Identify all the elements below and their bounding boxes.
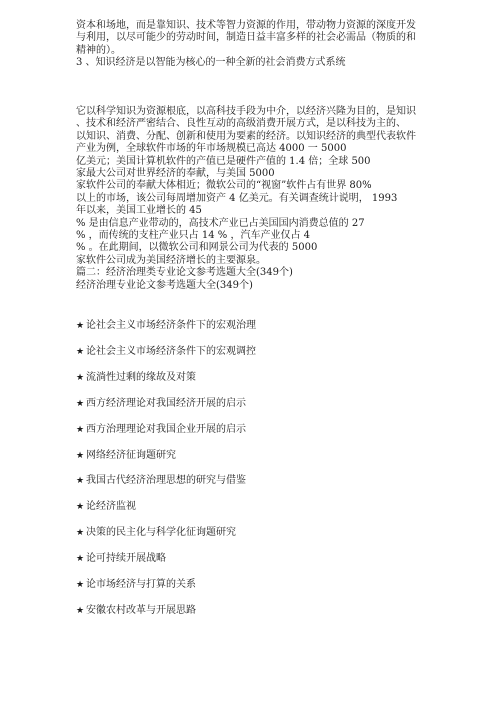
text-line: 亿美元；美国计算机软件的产值已是硬件产值的 1.4 倍；全球 500 <box>76 155 371 167</box>
star-bullet-icon: ★ <box>76 554 85 565</box>
star-bullet-icon: ★ <box>76 476 85 487</box>
list-item <box>76 398 246 410</box>
text-line: 与利用，以尽可能少的劳动时间，制造日益丰富多样的社会必需品（物质的和 <box>76 32 416 44</box>
list-item <box>76 450 176 462</box>
list-item <box>76 527 236 539</box>
text-line: 产业为例，全球软件市场的年市场规模已高达 4000 一 5000 <box>76 143 347 155</box>
text-line: 年以来，美国工业增长的 45 <box>76 205 202 217</box>
topic-text: 西方经济理论对我国经济开展的启示 <box>86 397 246 409</box>
list-item <box>76 424 246 436</box>
star-bullet-icon: ★ <box>76 450 85 461</box>
topic-text: 论社会主义市场经济条件下的宏观治理 <box>86 320 256 331</box>
topic-text: 网络经济征询题研究 <box>86 449 176 461</box>
body-paragraph <box>76 106 436 292</box>
text-line: 家软件公司的奉献大体相近；微软公司的“视窗”软件占有世界 80% <box>76 180 372 192</box>
topic-text: 安徽农村改革与开展思路 <box>86 604 196 616</box>
article-heading: 篇二：经济治理类专业论文参考选题大全(349个) <box>76 267 293 279</box>
list-item <box>76 346 256 358</box>
star-bullet-icon: ★ <box>76 605 85 616</box>
topic-text: 论市场经济与打算的关系 <box>86 579 196 590</box>
topic-text: 我国古代经济治理思想的研究与借鉴 <box>86 475 246 487</box>
star-bullet-icon: ★ <box>76 502 85 513</box>
star-bullet-icon: ★ <box>76 398 85 409</box>
topic-text: 论社会主义市场经济条件下的宏观调控 <box>86 345 256 357</box>
list-item <box>76 501 136 513</box>
section-heading: 3 、知识经济是以智能为核心的一种全新的社会消费方式系统 <box>76 57 346 69</box>
star-bullet-icon: ★ <box>76 424 85 435</box>
star-bullet-icon: ★ <box>76 321 85 331</box>
list-item <box>76 553 166 565</box>
list-item <box>76 475 246 487</box>
text-line: 家最大公司对世界经济的奉献，与美国 5000 <box>76 168 275 180</box>
list-item <box>76 372 196 384</box>
list-item <box>76 605 196 617</box>
text-line: 精神的）。 <box>76 44 121 56</box>
text-line: % 是由信息产业带动的，高技术产业已占美国国内消费总值的 27 <box>76 217 365 229</box>
topic-text: 论可持续开展战略 <box>86 553 166 565</box>
intro-paragraph <box>76 20 436 70</box>
star-bullet-icon: ★ <box>76 372 85 383</box>
text-line: 家软件公司成为美国经济增长的主要源泉。 <box>76 254 266 266</box>
text-line: 它以科学知识为资源根底，以高科技手段为中介，以经济兴隆为目的，是知识 <box>76 106 416 117</box>
list-item <box>76 579 196 591</box>
topic-text: 流淌性过剩的缘故及对策 <box>86 371 196 383</box>
text-line: % ，而传统的支柱产业只占 14 % ，汽车产业仅占 4 <box>76 230 310 242</box>
list-item <box>76 320 256 332</box>
topic-text: 论经济监视 <box>86 501 136 513</box>
text-line: 资本和场地，而是靠知识、技术等智力资源的作用，带动物力资源的深度开发 <box>76 20 416 31</box>
text-line: 以知识、消费、分配、创新和使用为要素的经济。以知识经济的典型代表软件 <box>76 130 416 142</box>
topic-text: 西方治理理论对我国企业开展的启示 <box>86 423 246 435</box>
text-line: 以上的市场，该公司每周增加资产 4 亿美元。有关调查统计说明， 1993 <box>76 192 398 204</box>
text-line: 、技术和经济严密结合、良性互动的高级消费开展方式，是以科技为主的、 <box>76 118 406 130</box>
star-bullet-icon: ★ <box>76 580 85 590</box>
text-line: % 。在此期间，以微软公司和网景公司为代表的 5000 <box>76 242 318 254</box>
star-bullet-icon: ★ <box>76 528 85 539</box>
star-bullet-icon: ★ <box>76 346 85 357</box>
list-title: 经济治理专业论文参考选题大全(349个) <box>76 279 253 291</box>
topic-text: 决策的民主化与科学化征询题研究 <box>86 527 236 539</box>
